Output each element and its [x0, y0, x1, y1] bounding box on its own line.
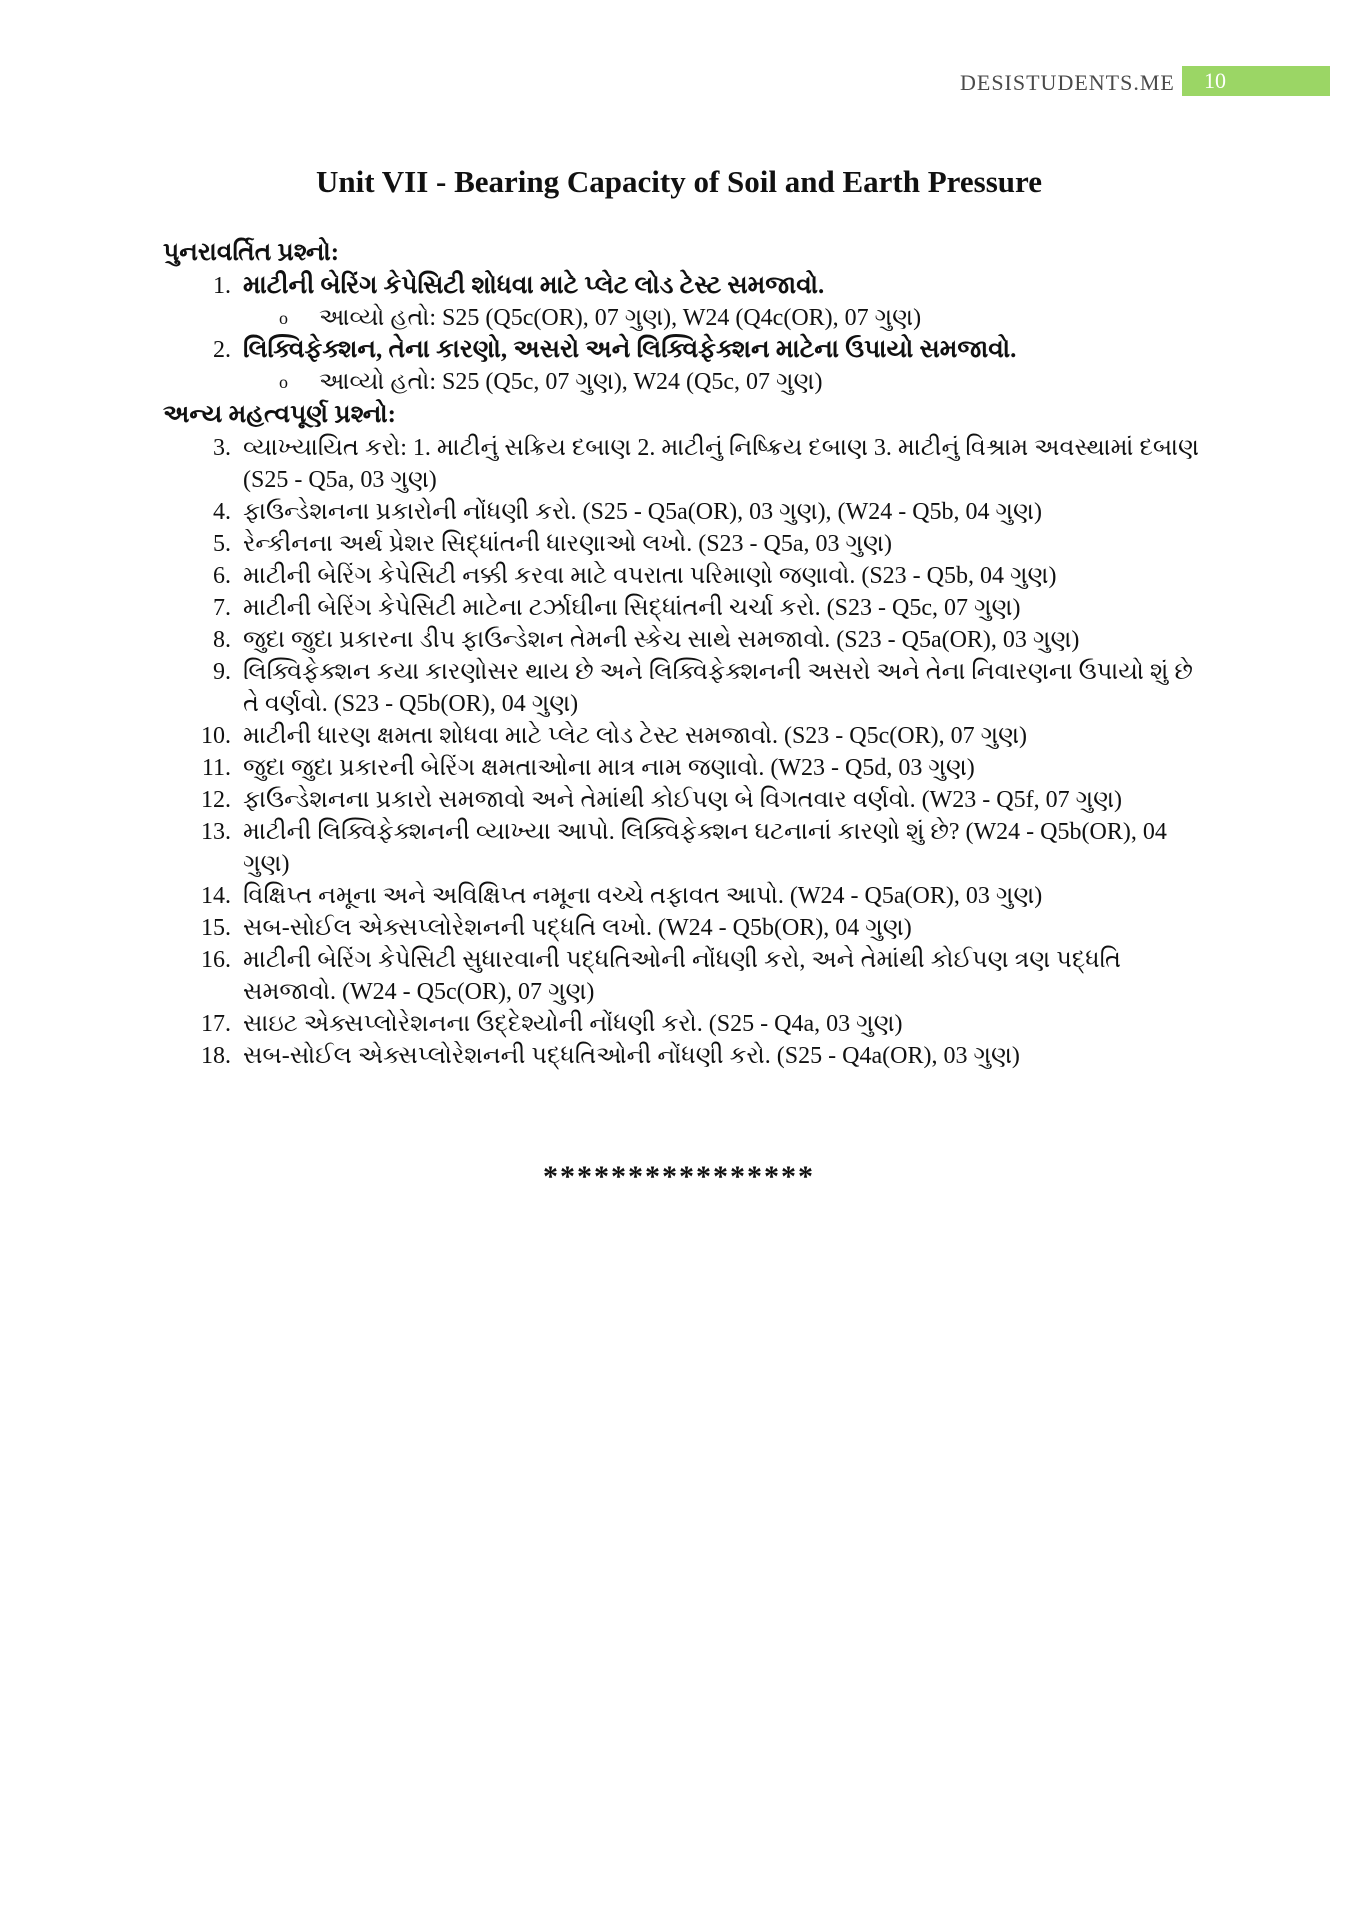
item-text: ફાઉન્ડેશનના પ્રકારોની નોંધણી કરો. (S25 - Q5a(OR), 03 ગુણ), (W24 - Q5b, 04 ગુણ)	[243, 499, 1042, 525]
list-item	[163, 432, 1213, 496]
item-text: સાઇટ એક્સપ્લોરેશનના ઉદ્દેશ્યોની નોંધણી કરો. (S25 - Q4a, 03 ગુણ)	[243, 1011, 903, 1037]
item-text: સબ-સોઈલ એક્સપ્લોરેશનની પદ્ધતિ લખો. (W24 - Q5b(OR), 04 ગુણ)	[243, 915, 912, 941]
item-number: 8.	[213, 627, 231, 653]
list-item	[163, 270, 1213, 302]
end-separator: ****************	[543, 1160, 815, 1193]
list-item	[163, 656, 1213, 720]
site-brand: DESISTUDENTS.ME	[960, 70, 1175, 95]
list-item	[163, 1040, 1213, 1072]
asked-in-text: આવ્યો હતો: S25 (Q5c, 07 ગુણ), W24 (Q5c, 07 ગુણ)	[319, 369, 823, 395]
repeated-questions-heading: પુનરાવર્તિત પ્રશ્નો:	[163, 239, 340, 266]
list-item	[163, 560, 1213, 592]
item-number: 5.	[213, 531, 231, 557]
list-item	[163, 624, 1213, 656]
item-text: ફાઉન્ડેશનના પ્રકારો સમજાવો અને તેમાંથી કોઈપણ બે વિગતવાર વર્ણવો. (W23 - Q5f, 07 ગુણ)	[243, 787, 1123, 813]
item-number: 7.	[213, 595, 231, 621]
item-text: રેન્કીનના અર્થ પ્રેશર સિદ્ધાંતની ધારણાઓ લખો. (S23 - Q5a, 03 ગુણ)	[243, 531, 892, 557]
circle-bullet-icon: o	[279, 372, 288, 392]
item-number: 17.	[201, 1011, 231, 1037]
item-number: 14.	[201, 883, 231, 909]
item-number: 16.	[201, 947, 231, 973]
item-number: 3.	[213, 435, 231, 461]
list-item	[163, 496, 1213, 528]
item-text: સબ-સોઈલ એક્સપ્લોરેશનની પદ્ધતિઓની નોંધણી કરો. (S25 - Q4a(OR), 03 ગુણ)	[243, 1043, 1020, 1069]
list-item	[163, 784, 1213, 816]
item-text: માટીની બેરિંગ કેપેસિટી શોધવા માટે પ્લેટ લોડ ટેસ્ટ સમજાવો.	[243, 272, 825, 299]
item-number: 15.	[201, 915, 231, 941]
item-number: 4.	[213, 499, 231, 525]
item-text: લિક્વિફેક્શન, તેના કારણો, અસરો અને લિક્વિફેક્શન માટેના ઉપાયો સમજાવો.	[243, 336, 1017, 363]
list-item	[163, 816, 1213, 880]
list-item	[163, 944, 1213, 1008]
list-item	[163, 720, 1213, 752]
asked-in-text: આવ્યો હતો: S25 (Q5c(OR), 07 ગુણ), W24 (Q4c(OR), 07 ગુણ)	[319, 305, 922, 331]
item-text: માટીની બેરિંગ કેપેસિટી માટેના ટર્ઝાઘીના સિદ્ધાંતની ચર્ચા કરો. (S23 - Q5c, 07 ગુણ)	[243, 595, 1021, 621]
item-text: લિક્વિફેક્શન કયા કારણોસર થાય છે અને લિક્વિફેક્શનની અસરો અને તેના નિવારણના ઉપાયો શું છે તે વર્ણવો. (S23 - Q5b(OR), 04 ગુણ)	[243, 659, 1193, 717]
item-number: 18.	[201, 1043, 231, 1069]
item-number: 11.	[201, 755, 231, 781]
item-number: 6.	[213, 563, 231, 589]
other-questions-heading: અન્ય મહત્વપૂર્ણ પ્રશ્નો:	[163, 401, 396, 428]
item-text: વ્યાખ્યાયિત કરો: 1. માટીનું સક્રિય દબાણ 2. માટીનું નિષ્ક્રિય દબાણ 3. માટીનું વિશ્રામ અવસ્થામાં દબાણ (S25 - Q5a, 03 ગુણ)	[243, 435, 1199, 493]
item-text: માટીની ધારણ ક્ષમતા શોધવા માટે પ્લેટ લોડ ટેસ્ટ સમજાવો. (S23 - Q5c(OR), 07 ગુણ)	[243, 723, 1028, 749]
question-content	[163, 236, 1213, 1072]
item-number: 10.	[201, 723, 231, 749]
item-number: 13.	[201, 819, 231, 845]
list-item	[163, 334, 1213, 366]
item-text: જુદા જુદા પ્રકારની બેરિંગ ક્ષમતાઓના માત્ર નામ જણાવો. (W23 - Q5d, 03 ગુણ)	[243, 755, 975, 781]
item-number: 12.	[201, 787, 231, 813]
item-text: માટીની બેરિંગ કેપેસિટી નક્કી કરવા માટે વપરાતા પરિમાણો જણાવો. (S23 - Q5b, 04 ગુણ)	[243, 563, 1057, 589]
item-number: 2.	[213, 337, 231, 363]
page-title: Unit VII - Bearing Capacity of Soil and Earth Pressure	[316, 164, 1042, 199]
circle-bullet-icon: o	[279, 308, 288, 328]
asked-in-note	[163, 366, 1213, 398]
item-text: માટીની બેરિંગ કેપેસિટી સુધારવાની પદ્ધતિઓની નોંધણી કરો, અને તેમાંથી કોઈપણ ત્રણ પદ્ધતિ સમજાવો. (W24 - Q5c(OR), 07 ગુણ)	[243, 947, 1121, 1005]
list-item	[163, 592, 1213, 624]
list-item	[163, 528, 1213, 560]
asked-in-note	[163, 302, 1213, 334]
item-text: વિક્ષિપ્ત નમૂના અને અવિક્ષિપ્ત નમૂના વચ્ચે તફાવત આપો. (W24 - Q5a(OR), 03 ગુણ)	[243, 883, 1043, 909]
list-item	[163, 912, 1213, 944]
page-number-badge	[1182, 66, 1330, 96]
list-item	[163, 880, 1213, 912]
item-number: 9.	[213, 659, 231, 685]
list-item	[163, 1008, 1213, 1040]
page-number: 10	[1204, 68, 1226, 93]
item-text: જુદા જુદા પ્રકારના ડીપ ફાઉન્ડેશન તેમની સ્કેચ સાથે સમજાવો. (S23 - Q5a(OR), 03 ગુણ)	[243, 627, 1080, 653]
item-number: 1.	[213, 273, 231, 299]
list-item	[163, 752, 1213, 784]
item-text: માટીની લિક્વિફેક્શનની વ્યાખ્યા આપો. લિક્વિફેક્શન ઘટનાનાં કારણો શું છે? (W24 - Q5b(OR), 04 ગુણ)	[243, 819, 1167, 877]
